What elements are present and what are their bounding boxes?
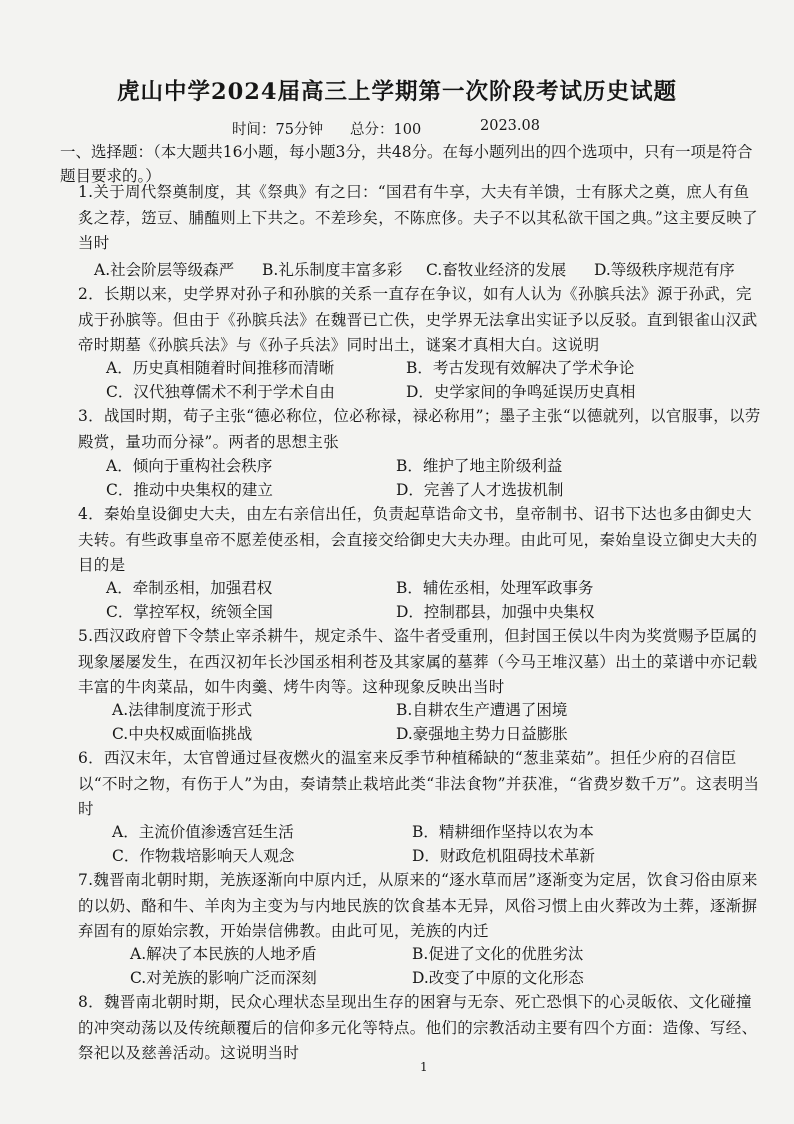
option-a: A．倾向于重构社会秩序 <box>106 457 273 475</box>
exam-date: 2023.08 <box>480 118 540 134</box>
question-6 <box>78 746 762 823</box>
page-number: 1 <box>420 1060 428 1074</box>
question-stem: 4．秦始皇设御史大夫，由左右亲信出任，负责起草诰命文书，皇帝制书、诏书下达也多由御史大夫转。有些政事皇帝不愿差使丞相，会直接交给御史大夫办理。由此可见，秦始皇设立御史大夫的目的是 <box>78 505 758 574</box>
option-b: B.自耕农生产遭遇了困境 <box>396 701 568 719</box>
section-heading: 一、选择题：（本大题共16小题，每小题3分，共48分。在每小题列出的四个选项中，只有一项是符合题目要求的。） <box>60 143 753 185</box>
option-c: C．掌控军权，统领全国 <box>106 603 273 621</box>
option-b: B．考古发现有效解决了学术争论 <box>406 359 635 377</box>
option-b: B．精耕细作坚持以农为本 <box>412 823 594 841</box>
question-3 <box>78 404 762 455</box>
question-stem: 5.西汉政府曾下令禁止宰杀耕牛，规定杀牛、盗牛者受重刑，但封国王侯以牛肉为奖赏赐予臣属的现象屡屡发生，在西汉初年长沙国丞相利苍及其家属的墓葬（今马王堆汉墓）出土的菜谱中亦记载丰富的牛肉菜品，如牛肉羹、烤牛肉等。这种现象反映出当时 <box>78 627 758 696</box>
question-7 <box>78 868 762 945</box>
exam-time: 时间：75分钟 <box>232 122 323 138</box>
exam-score: 总分：100 <box>350 122 422 138</box>
option-a: A.法律制度流于形式 <box>112 701 253 719</box>
exam-title: 虎山中学2024届高三上学期第一次阶段考试历史试题 <box>116 79 678 105</box>
option-b: B．维护了地主阶级利益 <box>396 457 563 475</box>
option-d: D．控制郡县，加强中央集权 <box>396 603 595 621</box>
option-a: A.解决了本民族的人地矛盾 <box>130 945 317 963</box>
option-c: C.中央权威面临挑战 <box>112 725 253 743</box>
question-stem: 8．魏晋南北朝时期，民众心理状态呈现出生存的困窘与无奈、死亡恐惧下的心灵皈依、文化碰撞的冲突动荡以及传统颠覆后的信仰多元化等特点。他们的宗教活动主要有四个方面：造像、写经、祭祀以及慈善活动。这说明当时 <box>78 993 758 1062</box>
question-stem: 1.关于周代祭奠制度，其《祭典》有之曰：“国君有牛享，大夫有羊馈，士有豚犬之奠，庶人有鱼炙之荐，笾豆、脯醢则上下共之。不差珍矣，不陈庶侈。夫子不以其私欲干国之典。”这主要反映了当时 <box>78 183 758 252</box>
option-b: B．辅佐丞相，处理军政事务 <box>396 579 594 597</box>
question-2 <box>78 282 762 359</box>
question-stem: 2．长期以来，史学界对孙子和孙膑的关系一直存在争议，如有人认为《孙膑兵法》源于孙武，完成于孙膑等。但由于《孙膑兵法》在魏晋已亡佚，史学界无法拿出实证予以反驳。直到银雀山汉武帝时期墓《孙膑兵法》与《孙子兵法》同时出土，谜案才真相大白。这说明 <box>78 285 758 354</box>
option-d: D.等级秩序规范有序 <box>594 261 735 279</box>
option-c: C．汉代独尊儒术不利于学术自由 <box>106 383 335 401</box>
option-c: C．推动中央集权的建立 <box>106 481 273 499</box>
question-4 <box>78 502 762 579</box>
question-stem: 3．战国时期，荀子主张“德必称位，位必称禄，禄必称用”；墨子主张“以德就列，以官服事，以劳殿赏，量功而分禄”。两者的思想主张 <box>78 407 761 451</box>
option-b: B.礼乐制度丰富多彩 <box>262 261 403 279</box>
option-c: C．作物栽培影响天人观念 <box>112 847 295 865</box>
option-a: A.社会阶层等级森严 <box>94 261 235 279</box>
option-d: D.豪强地主势力日益膨胀 <box>396 725 568 743</box>
option-c: C.对羌族的影响广泛而深刻 <box>130 969 317 987</box>
option-a: A．主流价值渗透宫廷生活 <box>112 823 294 841</box>
question-stem: 7.魏晋南北朝时期，羌族逐渐向中原内迁，从原来的“逐水草而居”逐渐变为定居，饮食习俗由原来的以奶、酪和牛、羊肉为主变为与内地民族的饮食基本无异，风俗习惯上由火葬改为土葬，逐渐摒弃固有的原始宗教，开始崇信佛教。由此可见，羌族的内迁 <box>78 871 758 940</box>
option-c: C.畜牧业经济的发展 <box>426 261 567 279</box>
option-d: D．财政危机阻碍技术革新 <box>412 847 595 865</box>
option-a: A．历史真相随着时间推移而清晰 <box>106 359 335 377</box>
option-d: D．完善了人才选拔机制 <box>396 481 564 499</box>
option-d: D.改变了中原的文化形态 <box>412 969 584 987</box>
question-stem: 6．西汉末年，太官曾通过昼夜燃火的温室来反季节种植稀缺的“葱韭菜茹”。担任少府的召信臣以“不时之物，有伤于人”为由，奏请禁止栽培此类“非法食物”并获准，“省费岁数千万”。这表明当时 <box>78 749 760 818</box>
question-8 <box>78 990 762 1067</box>
option-d: D．史学家间的争鸣延误历史真相 <box>406 383 636 401</box>
option-b: B.促进了文化的优胜劣汰 <box>412 945 584 963</box>
question-1 <box>78 180 762 257</box>
option-a: A．牵制丞相，加强君权 <box>106 579 273 597</box>
question-5 <box>78 624 762 701</box>
